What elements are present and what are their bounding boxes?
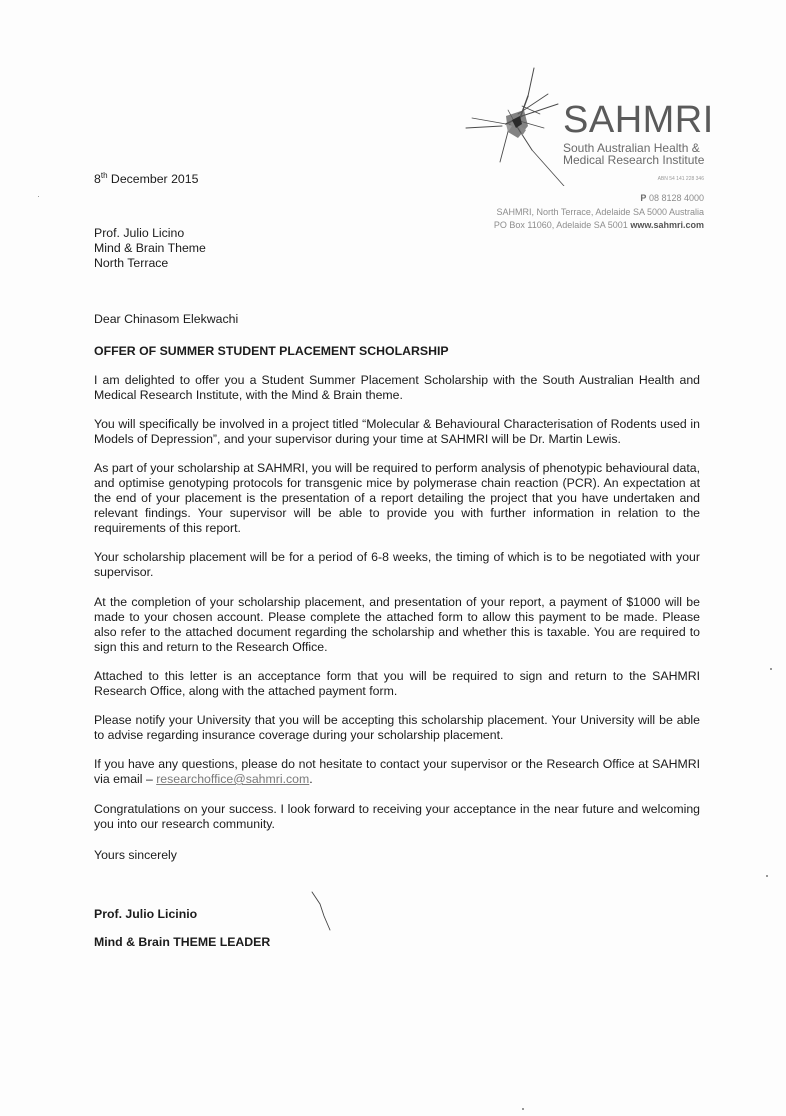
date-month-year: December 2015 bbox=[107, 172, 199, 186]
subject-heading: OFFER OF SUMMER STUDENT PLACEMENT SCHOLARSHIP bbox=[94, 344, 449, 358]
salutation: Dear Chinasom Elekwachi bbox=[94, 312, 239, 326]
body-paragraph-1: I am delighted to offer you a Student Summer Placement Scholarship with the South Australian Health and Medical Research Institute, with the Mind & Brain theme. bbox=[94, 373, 700, 402]
abn-number: ABN 54 141 228 346 bbox=[657, 176, 704, 182]
recipient-street: North Terrace bbox=[94, 256, 169, 270]
brand-name: SAHMRI bbox=[563, 99, 714, 141]
recipient-name: Prof. Julio Licino bbox=[94, 226, 185, 240]
body-paragraph-5: At the completion of your scholarship placement, and presentation of your report, a payment of $1000 will be made to your chosen account. Please complete the attached form to allow this payment to be made. Please also refer to the attached document regarding the scholarship and whether this is taxable. You are required to sign this and return to the Research Office. bbox=[94, 595, 700, 654]
postal-address: PO Box 11060, Adelaide SA 5001 bbox=[493, 220, 628, 230]
recipient-theme: Mind & Brain Theme bbox=[94, 241, 206, 255]
contact-paragraph bbox=[94, 757, 700, 787]
scan-speck bbox=[766, 875, 768, 877]
body-paragraph-2: You will specifically be involved in a project titled “Molecular & Behavioural Characterisation of Rodents used in Models of Depression”, and your supervisor during your time at SAHMRI will be Dr. Martin Lewis. bbox=[94, 417, 700, 446]
date-day: 8 bbox=[94, 172, 101, 186]
phone-line bbox=[640, 193, 704, 204]
signatory-title: Mind & Brain THEME LEADER bbox=[94, 935, 271, 949]
scan-speck bbox=[38, 196, 39, 197]
body-paragraph-3: As part of your scholarship at SAHMRI, you will be required to perform analysis of phenotypic behavioural data, and optimise genotyping protocols for transgenic mice by polymerase chain reaction (PCR). An expectation at the end of your placement is the presentation of a report detailing the project that you have undertaken and relevant findings. Your supervisor will be able to provide you with further information in relation to the requirements of this report. bbox=[94, 461, 700, 535]
brand-line-2: Medical Research Institute bbox=[563, 153, 705, 167]
sahmri-logo-icon bbox=[462, 66, 568, 186]
letter-date bbox=[94, 172, 700, 187]
contact-paragraph-end: . bbox=[309, 772, 313, 786]
phone-number: 08 8128 4000 bbox=[648, 193, 704, 203]
date-suffix: th bbox=[100, 170, 108, 180]
body-paragraph-6: Attached to this letter is an acceptance form that you will be required to sign and return to the SAHMRI Research Office, along with the attached payment form. bbox=[94, 669, 700, 698]
brand-line-1: South Australian Health & bbox=[563, 141, 700, 155]
body-paragraph-4: Your scholarship placement will be for a period of 6-8 weeks, the timing of which is to be negotiated with your supervisor. bbox=[94, 550, 700, 579]
body-paragraph-7: Please notify your University that you will be accepting this scholarship placement. Your University will be able to advise regarding insurance coverage during your scholarship placement. bbox=[94, 713, 700, 742]
congratulations-paragraph: Congratulations on your success. I look forward to receiving your acceptance in the near future and welcoming you into our research community. bbox=[94, 802, 700, 831]
closing-line: Yours sincerely bbox=[94, 848, 177, 862]
email-link[interactable]: researchoffice@sahmri.com bbox=[156, 772, 310, 786]
phone-label: P bbox=[640, 193, 647, 203]
website-link[interactable]: www.sahmri.com bbox=[630, 220, 704, 230]
contact-paragraph-text: If you have any questions, please do not hesitate to contact your supervisor or the Research Office at SAHMRI via email – bbox=[94, 757, 700, 786]
scan-speck bbox=[522, 1108, 524, 1110]
scan-speck bbox=[770, 668, 772, 670]
signatory-name: Prof. Julio Licinio bbox=[94, 907, 198, 921]
street-address: SAHMRI, North Terrace, Adelaide SA 5000 Australia bbox=[496, 207, 704, 217]
